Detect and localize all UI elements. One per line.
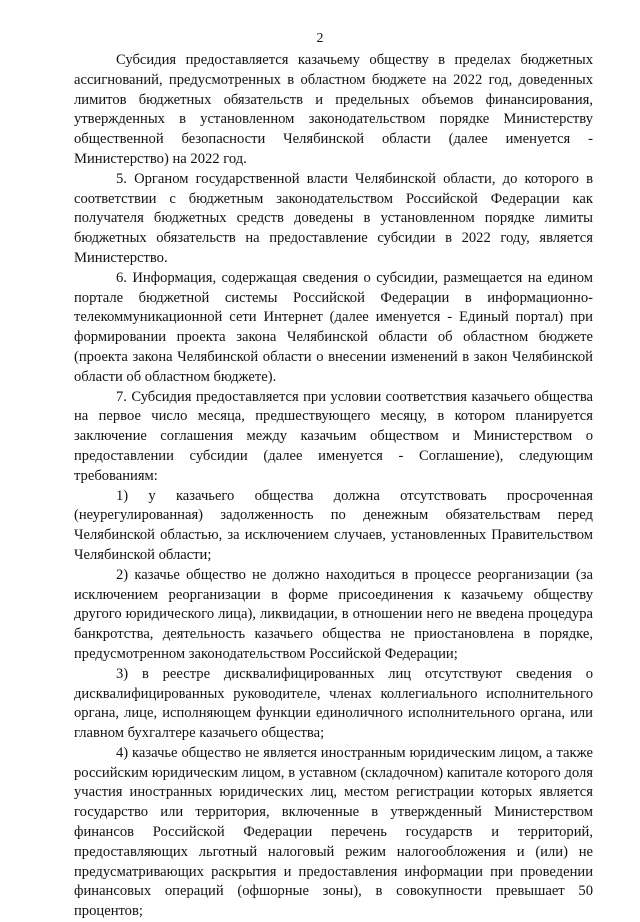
page-number: 2 [316,31,324,46]
requirement-4-foreign-entity: 4) казачье общество не является иностранным юридическим лицом, а также российским юридическим лицом, в уставном (складочном) капитале которого доля участия иностранных юридических лиц, местом регистрации которых является государство или территория, включенные в утвержденный Министерством финансов Российской Федерации перечень государств и территорий, предоставляющих льготный налоговый режим налогообложения и (или) не предусматривающих раскрытия и предоставления информации при проведении финансовых операций (офшорные зоны), в совокупности превышает 50 процентов; [74,744,593,920]
paragraph-7-conditions: 7. Субсидия предоставляется при условии соответствия казачьего общества на первое число месяца, предшествующего месяцу, в котором планируется заключение соглашения между казачьим обществом и Министерством о предоставлении субсидии (далее именуется - Соглашение), следующим требованиям: [74,388,593,484]
paragraph-6-information: 6. Информация, содержащая сведения о субсидии, размещается на едином портале бюджетной системы Российской Федерации в информационно-телекоммуникационной сети Интернет (далее именуется - Единый портал) при формировании проекта закона Челябинской области об областном бюджете (проекта закона Челябинской области о внесении изменений в закон Челябинской области об областном бюджете). [74,269,593,385]
requirement-2-reorganization: 2) казачье общество не должно находиться в процессе реорганизации (за исключением реорганизации в форме присоединения к казачьему обществу другого юридического лица), ликвидации, в отношении него не введена процедура банкротства, деятельность казачьего общества не приостановлена в порядке, предусмотренном законодательством Российской Федерации; [74,566,593,662]
requirement-3-disqualified: 3) в реестре дисквалифицированных лиц отсутствуют сведения о дисквалифицированных руководителе, членах коллегиального исполнительного органа, лице, исполняющем функции единоличного исполнительного органа, или главном бухгалтере казачьего общества; [74,665,593,742]
paragraph-5-authority: 5. Органом государственной власти Челябинской области, до которого в соответствии с бюджетным законодательством Российской Федерации как получателя бюджетных средств доведены в установленном порядке лимиты бюджетных обязательств на предоставление субсидии в 2022 году, является Министерство. [74,170,593,266]
paragraph-subsidy-limits: Субсидия предоставляется казачьему обществу в пределах бюджетных ассигнований, предусмотренных в областном бюджете на 2022 год, доведенных лимитов бюджетных обязательств и предельных объемов финансирования, утвержденных в установленном законодательством порядке Министерству общественной безопасности Челябинской области (далее именуется - Министерство) на 2022 год. [74,52,593,167]
requirement-1-debt: 1) у казачьего общества должна отсутствовать просроченная (неурегулированная) задолженность по денежным обязательствам перед Челябинской областью, за исключением случаев, установленных Правительством Челябинской области; [74,487,593,563]
document-body [74,51,593,922]
